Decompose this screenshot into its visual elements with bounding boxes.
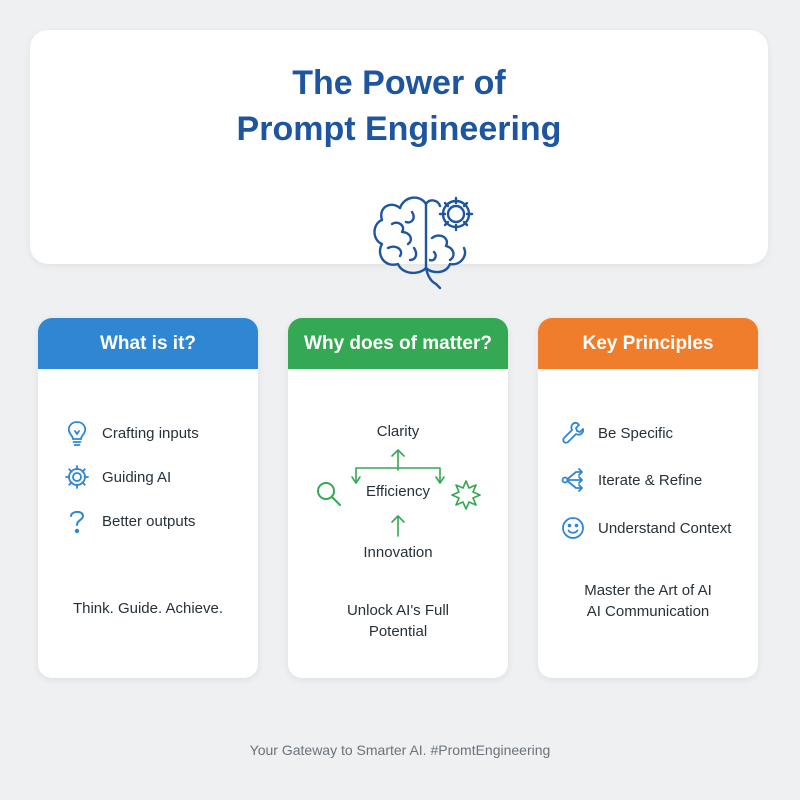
hero-panel [30,30,768,264]
arrows-iterate-icon [560,466,586,494]
card-tagline-line-2: Potential [368,623,428,640]
page-title-line-2: Prompt Engineering [236,110,562,148]
list-item [560,466,702,494]
diagram-bottom-label: Innovation [363,544,433,561]
card-tagline [548,580,748,622]
list-item-label: Crafting inputs [102,424,199,442]
card-why-matter [288,318,508,678]
card-key-principles [538,318,758,678]
card-header-what-is-it: What is it? [38,318,258,369]
card-header-why-matter: Why does of matter? [288,318,508,369]
smiley-icon [560,514,586,542]
list-item-label: Understand Context [598,519,732,537]
gear-icon [64,463,90,491]
page-title [30,60,768,152]
card-tagline-line-1: Unlock AI's Full [346,602,450,619]
list-item-label: Iterate & Refine [598,471,703,489]
list-item [560,419,673,447]
list-item [64,507,195,535]
list-item-label: Better outputs [102,512,196,530]
footer-text: Your Gateway to Smarter AI. #PromtEngineering [249,742,551,758]
list-item-label: Be Specific [598,424,674,442]
list-item [560,514,731,542]
card-header-key-principles: Key Principles [538,318,758,369]
card-tagline: Think. Guide. Achieve. [72,600,224,617]
question-mark-icon [64,507,90,535]
magnifier-icon [318,483,340,505]
wrench-icon [560,419,586,447]
brain-gear-icon [370,178,480,303]
list-item [64,419,199,447]
list-item-label: Guiding AI [102,468,172,486]
lightbulb-icon [64,419,90,447]
card-what-is-it [38,318,258,678]
starburst-icon [452,481,480,509]
card-tagline-line-2: AI Communication [586,603,710,620]
list-item [64,463,171,491]
card-tagline [298,600,498,642]
diagram-top-label: Clarity [376,423,420,440]
card-tagline-line-1: Master the Art of AI [584,582,712,599]
page-title-line-1: The Power of [292,64,506,102]
diagram-center-label: Efficiency [366,483,430,500]
